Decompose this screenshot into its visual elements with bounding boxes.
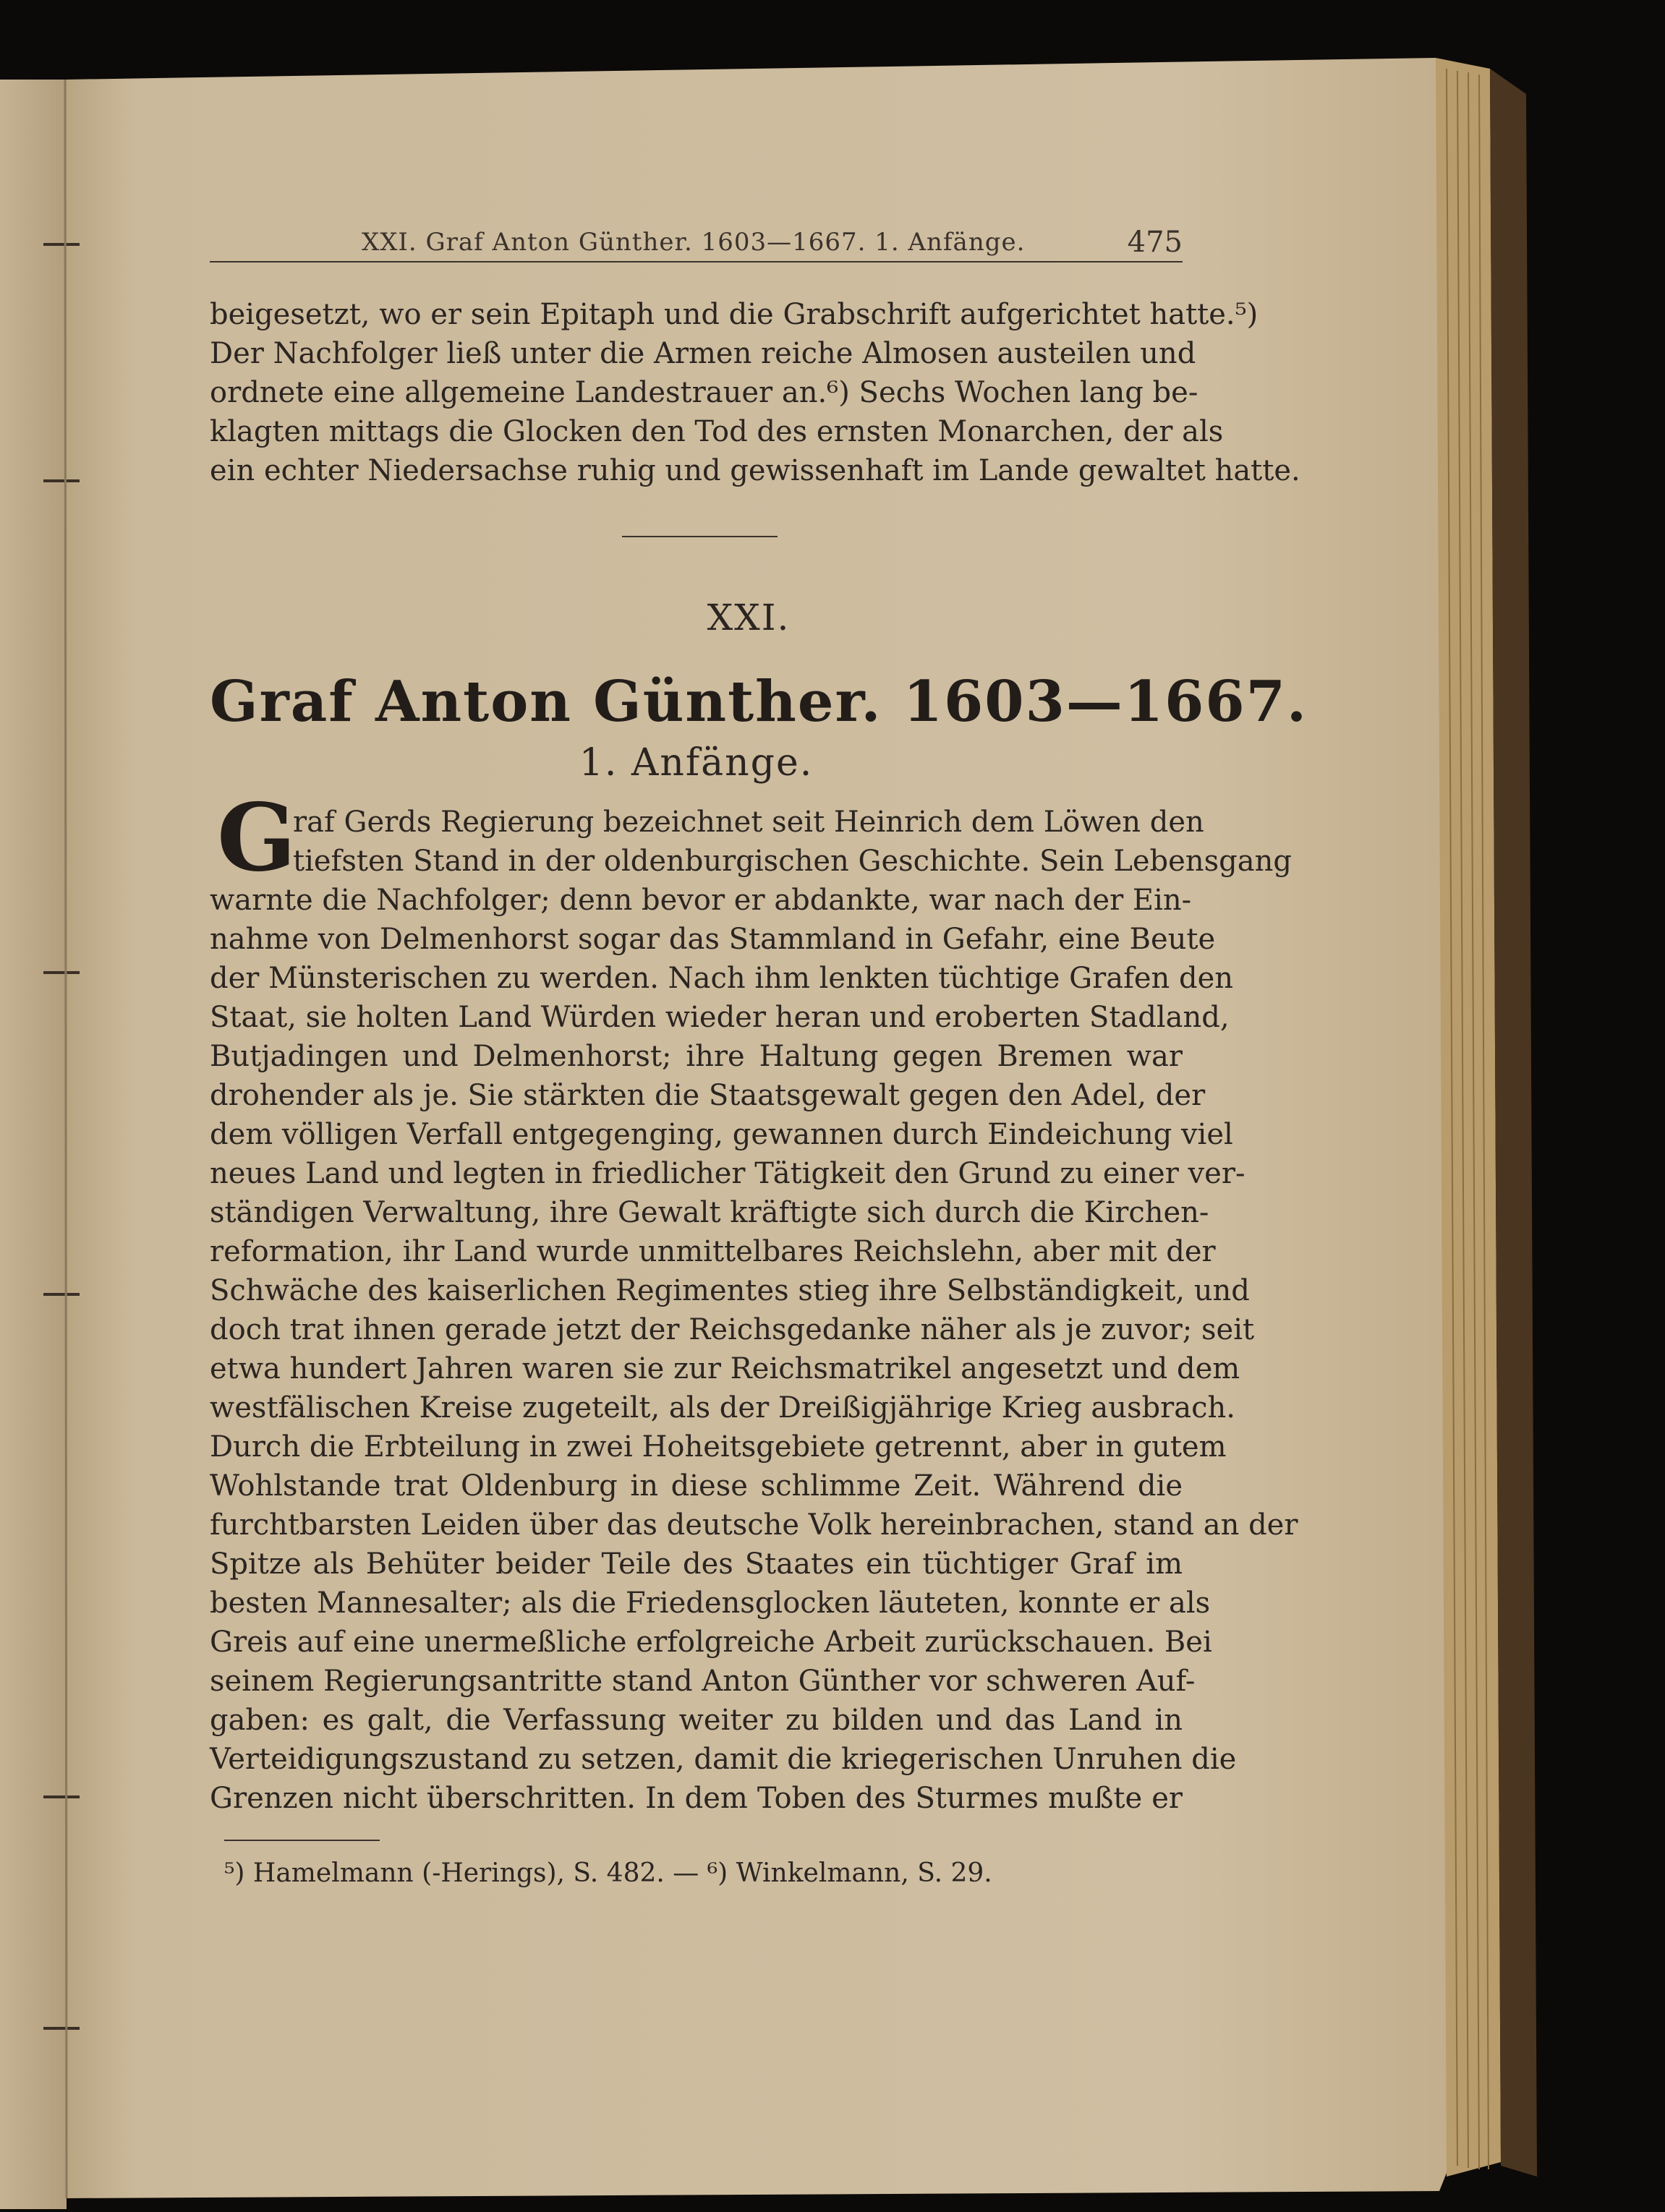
text-line: drohender als je. Sie stärkten die Staatsgewalt gegen den Adel, der (210, 1079, 1206, 1112)
text-line: beigesetzt, wo er sein Epitaph und die Grabschrift aufgerichtet hatte.⁵) (210, 298, 1259, 331)
text-line: gaben: es galt, die Verfassung weiter zu bilden und das Land in (210, 1704, 1183, 1737)
text-line: seinem Regierungsantritte stand Anton Günther vor schweren Auf- (210, 1665, 1196, 1698)
text-line: Butjadingen und Delmenhorst; ihre Haltung gegen Bremen war (210, 1040, 1183, 1073)
text-line: besten Mannesalter; als die Friedensglocken läuteten, konnte er als (210, 1587, 1211, 1620)
running-header (210, 224, 1183, 260)
text-line: reformation, ihr Land wurde unmittelbares Reichslehn, aber mit der (210, 1235, 1216, 1268)
section-number: XXI. (707, 597, 791, 639)
text-line: westfälischen Kreise zugeteilt, als der Dreißigjährige Krieg ausbrach. (210, 1391, 1235, 1425)
left-page-edge (0, 80, 67, 2209)
chapter-title: Graf Anton Günther. 1603—1667. (210, 669, 1308, 735)
gutter-line (65, 80, 67, 2198)
text-line: furchtbarsten Leiden über das deutsche Volk hereinbrachen, stand an der (210, 1508, 1298, 1542)
running-title: XXI. Graf Anton Günther. 1603—1667. 1. Anfänge. (362, 228, 1026, 257)
text-line: Verteidigungszustand zu setzen, damit die kriegerischen Unruhen die (210, 1743, 1237, 1776)
footnote: ⁵) Hamelmann (-Herings), S. 482. — ⁶) Winkelmann, S. 29. (224, 1858, 992, 1888)
text-line: Schwäche des kaiserlichen Regimentes stieg ihre Selbständigkeit, und (210, 1274, 1250, 1307)
text-line: ein echter Niedersachse ruhig und gewissenhaft im Lande gewaltet hatte. (210, 454, 1300, 487)
text-line: warnte die Nachfolger; denn bevor er abdankte, war nach der Ein- (210, 884, 1192, 917)
text-line: Staat, sie holten Land Würden wieder heran und eroberten Stadland, (210, 1001, 1230, 1034)
text-line: Wohlstande trat Oldenburg in diese schlimme Zeit. Während die (210, 1469, 1183, 1503)
text-line: doch trat ihnen gerade jetzt der Reichsgedanke näher als je zuvor; seit (210, 1313, 1255, 1346)
text-line: dem völligen Verfall entgegenging, gewannen durch Eindeichung viel (210, 1118, 1233, 1151)
text-line: raf Gerds Regierung bezeichnet seit Heinrich dem Löwen den (293, 806, 1204, 839)
text-line: ordnete eine allgemeine Landestrauer an.⁶) Sechs Wochen lang be- (210, 376, 1198, 409)
text-line: tiefsten Stand in der oldenburgischen Geschichte. Sein Lebensgang (293, 845, 1292, 878)
text-line: neues Land und legten in friedlicher Tätigkeit den Grund zu einer ver- (210, 1157, 1245, 1190)
text-line: Greis auf eine unermeßliche erfolgreiche Arbeit zurückschauen. Bei (210, 1626, 1212, 1659)
text-line: Durch die Erbteilung in zwei Hoheitsgebiete getrennt, aber in gutem (210, 1430, 1227, 1464)
text-line: Spitze als Behüter beider Teile des Staates ein tüchtiger Graf im (210, 1547, 1183, 1581)
text-line: Grenzen nicht überschritten. In dem Toben des Sturmes mußte er (210, 1782, 1183, 1815)
text-line: etwa hundert Jahren waren sie zur Reichsmatrikel angesetzt und dem (210, 1352, 1240, 1385)
page-number: 475 (1127, 226, 1183, 259)
text-line: klagten mittags die Glocken den Tod des ernsten Monarchen, der als (210, 415, 1224, 448)
section-subtitle: 1. Anfänge. (579, 741, 814, 785)
text-line: nahme von Delmenhorst sogar das Stammland in Gefahr, eine Beute (210, 923, 1216, 956)
text-line: Der Nachfolger ließ unter die Armen reiche Almosen austeilen und (210, 337, 1196, 370)
page-stack (1436, 58, 1501, 2177)
drop-cap: G (217, 784, 297, 892)
text-line: ständigen Verwaltung, ihre Gewalt kräftigte sich durch die Kirchen- (210, 1196, 1209, 1229)
text-line: der Münsterischen zu werden. Nach ihm lenkten tüchtige Grafen den (210, 962, 1234, 995)
